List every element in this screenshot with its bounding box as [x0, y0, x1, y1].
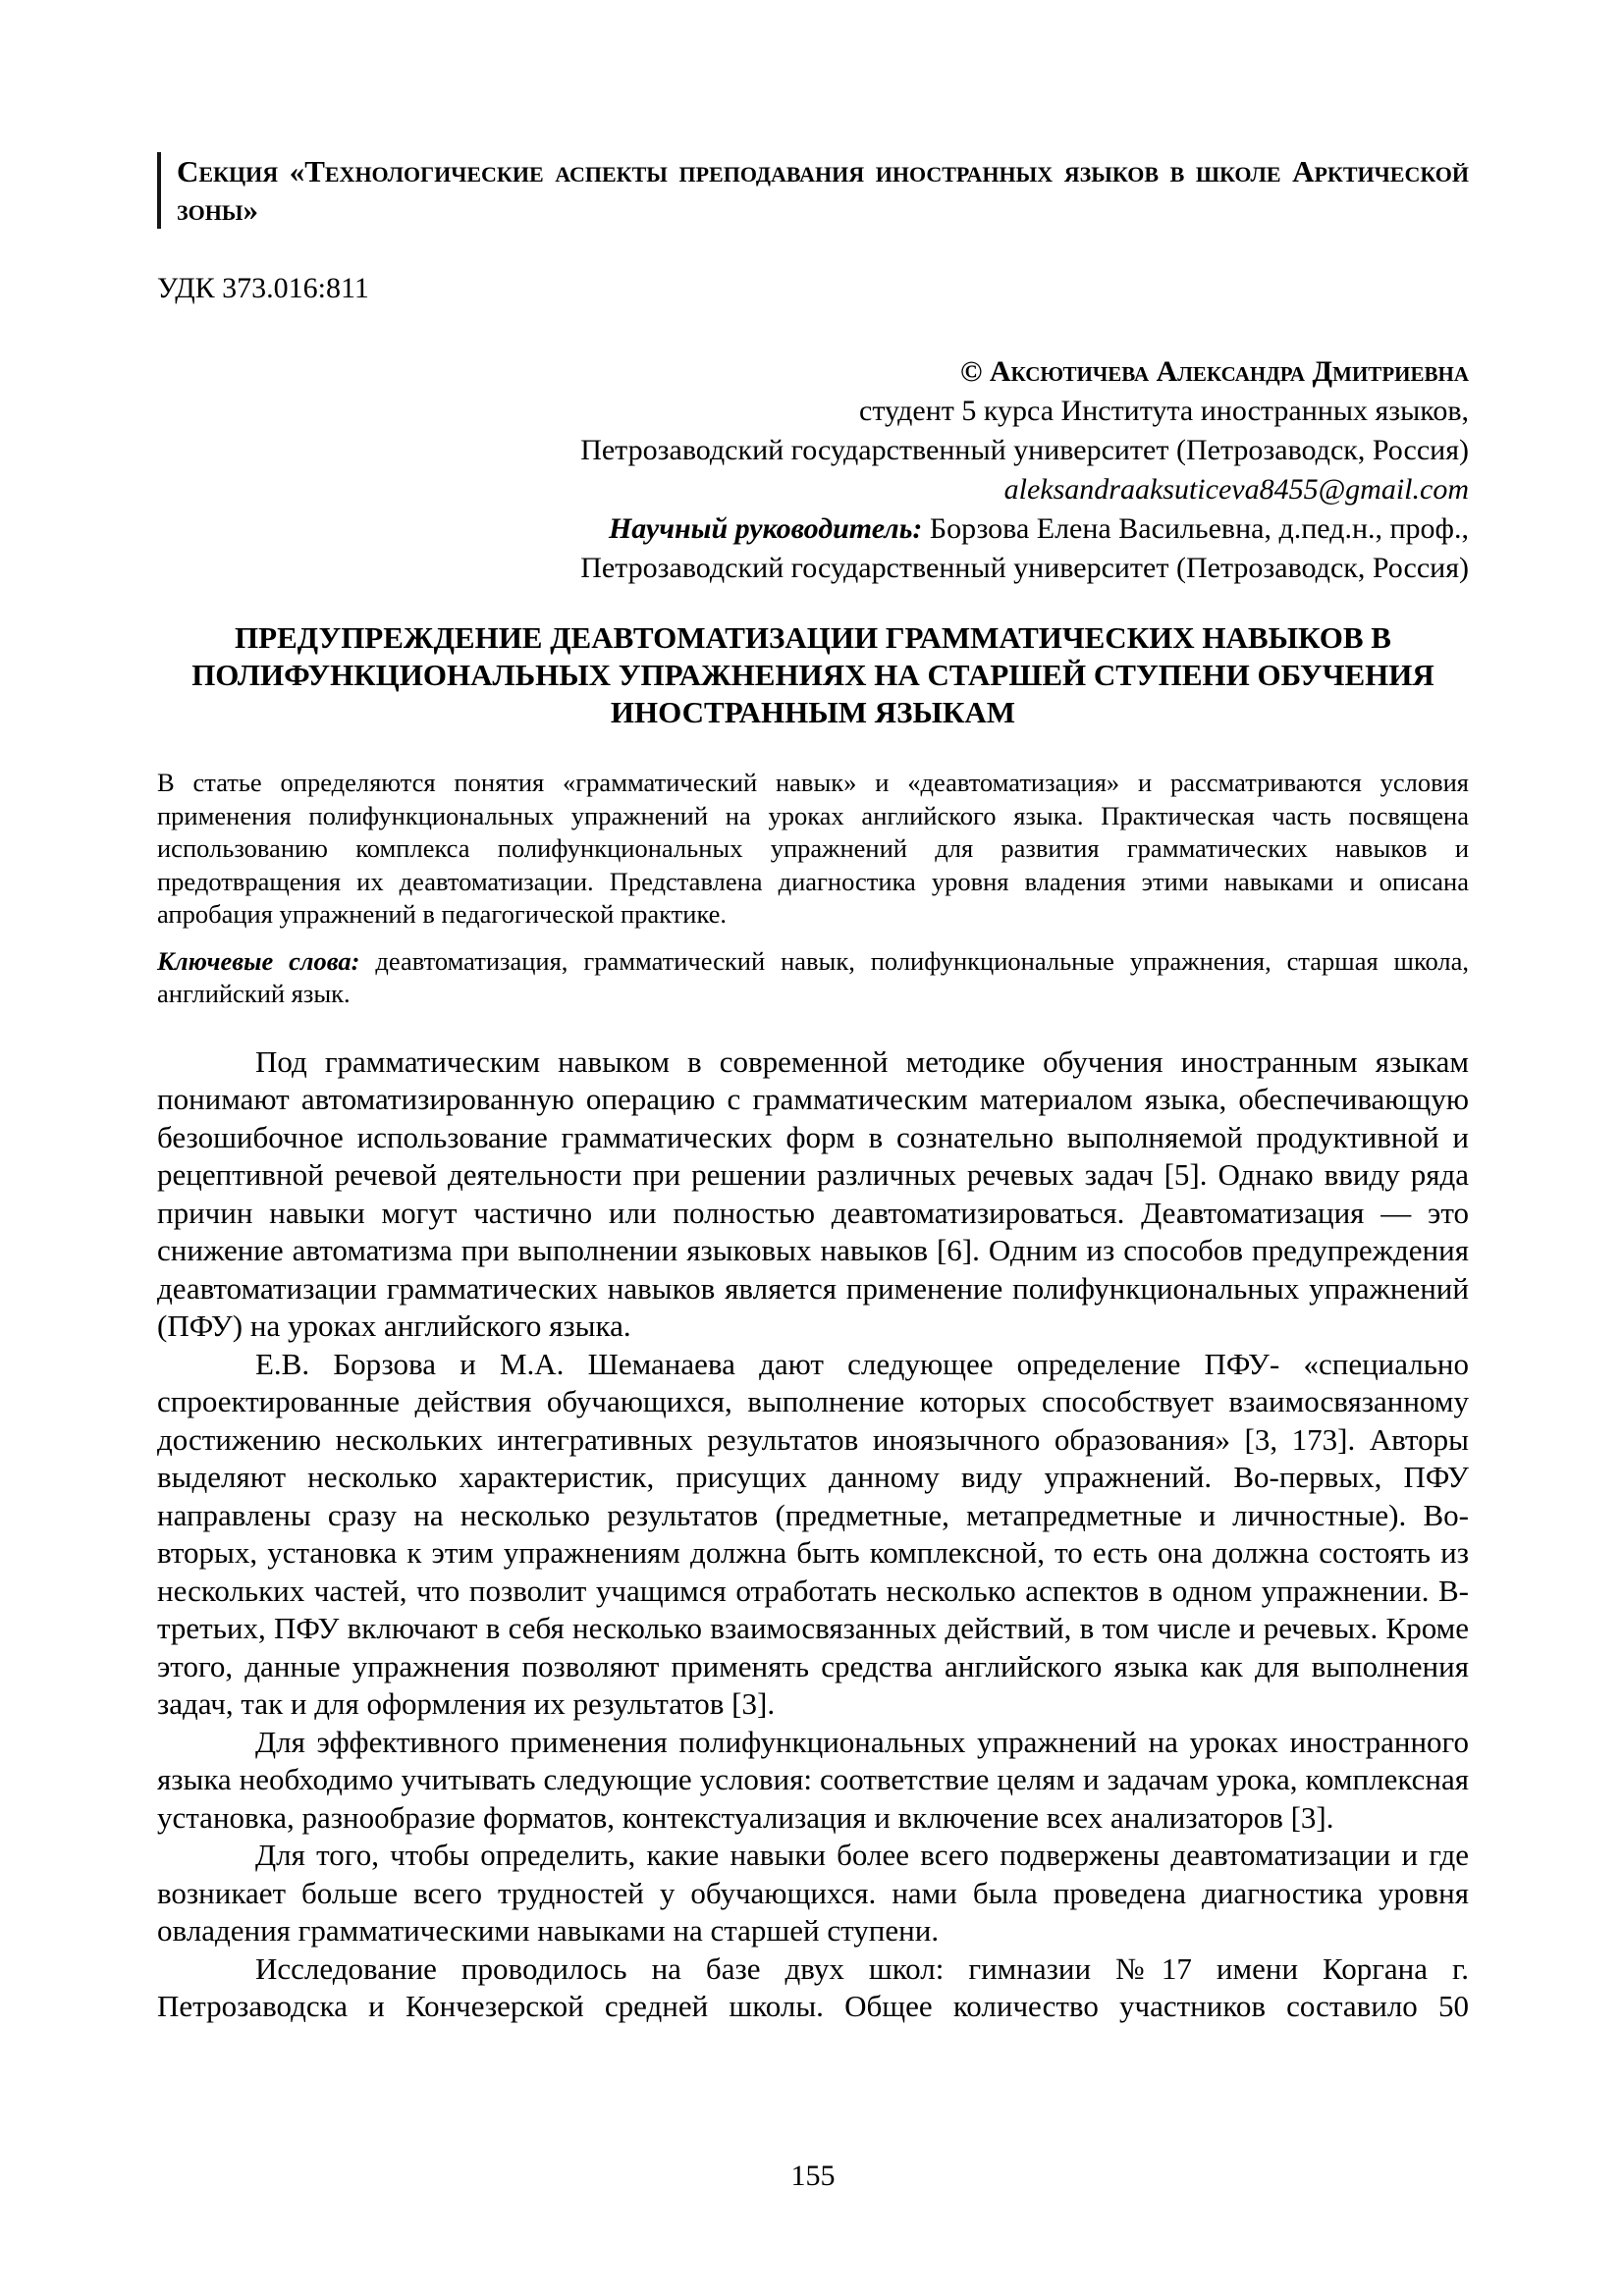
- keywords-text: деавтоматизация, грамматический навык, полифункциональные упражнения, старшая школа, английский язык.: [157, 945, 1470, 1008]
- keywords-label: Ключевые слова:: [157, 945, 360, 976]
- page-number: 155: [790, 2160, 836, 2192]
- author-block: [157, 352, 1469, 588]
- paper-title: ПРЕДУПРЕЖДЕНИЕ ДЕАВТОМАТИЗАЦИИ ГРАММАТИЧЕСКИХ НАВЫКОВ В ПОЛИФУНКЦИОНАЛЬНЫХ УПРАЖНЕНИЯХ НА СТАРШЕЙ СТУПЕНИ ОБУЧЕНИЯ ИНОСТРАННЫМ ЯЗЫКАМ: [191, 620, 1434, 729]
- advisor-line: [157, 509, 1469, 549]
- udc-code: УДК 373.016:811: [157, 272, 369, 304]
- abstract-text: В статье определяются понятия «грамматический навык» и «деавтоматизация» и рассматриваются условия применения полифункциональных упражнений на уроках английского языка. Практическая часть посвящена использованию комплекса полифункциональных упражнений для развития грамматических навыков и предотвращения их деавтоматизации. Представлена диагностика уровня владения этими навыками и описана апробация упражнений в педагогической практике.: [157, 768, 1469, 929]
- author-name: © Аксютичева Александра Дмитриевна: [959, 355, 1469, 388]
- body-paragraph: Под грамматическим навыком в современной методике обучения иностранным языкам понимают автоматизированную операцию с грамматическим материалом языка, обеспечивающую безошибочное использование грамматических форм в сознательно выполняемой продуктивной и рецептивной речевой деятельности при решении различных речевых задач [5]. Однако ввиду ряда причин навыки могут частично или полностью деавтоматизироваться. Деавтоматизация — это снижение автоматизма при выполнении языковых навыков [6]. Одним из способов предупреждения деавтоматизации грамматических навыков является применение полифункциональных упражнений (ПФУ) на уроках английского языка.: [157, 1043, 1469, 1343]
- advisor-label: Научный руководитель:: [608, 512, 923, 545]
- advisor-name: Борзова Елена Васильевна, д.пед.н., проф.,: [929, 512, 1469, 545]
- author-email: aleksandraaksuticeva8455@gmail.com: [1003, 473, 1469, 506]
- advisor-affiliation: Петрозаводский государственный университет (Петрозаводск, Россия): [580, 552, 1469, 584]
- article-body: [157, 1043, 1469, 2026]
- section-header: Секция «Технологические аспекты преподавания иностранных языков в школе Арктической зоны»: [157, 152, 1469, 229]
- body-paragraph: Для того, чтобы определить, какие навыки более всего подвержены деавтоматизации и где возникает больше всего трудностей у обучающихся. нами была проведена диагностика уровня овладения грамматическими навыками на старшей ступени.: [157, 1838, 1469, 1948]
- keywords-line: [157, 945, 1469, 1011]
- author-role: студент 5 курса Института иностранных языков,: [859, 395, 1469, 427]
- body-paragraph: Для эффективного применения полифункциональных упражнений на уроках иностранного языка необходимо учитывать следующие условия: соответствие целям и задачам урока, комплексная установка, разнообразие форматов, контекстуализация и включение всех анализаторов [3].: [157, 1724, 1469, 1835]
- page-content: [157, 0, 1469, 2026]
- author-affiliation: Петрозаводский государственный университет (Петрозаводск, Россия): [580, 434, 1469, 466]
- body-paragraph: Исследование проводилось на базе двух школ: гимназии №17 имени Коргана г. Петрозаводска и Кончезерской средней школы. Общее количество участников составило 50: [157, 1950, 1469, 2023]
- body-paragraph: Е.В. Борзова и М.А. Шеманаева дают следующее определение ПФУ- «специально спроектированные действия обучающихся, выполнение которых способствует взаимосвязанному достижению нескольких интегративных результатов иноязычного образования» [3, 173]. Авторы выделяют несколько характеристик, присущих данному виду упражнений. Во-первых, ПФУ направлены сразу на несколько результатов (предметные, метапредметные и личностные). Во-вторых, установка к этим упражнениям должна быть комплексной, то есть она должна состоять из нескольких частей, что позволит учащимся отработать несколько аспектов в одном упражнении. В-третьих, ПФУ включают в себя несколько взаимосвязанных действий, в том числе и речевых. Кроме этого, данные упражнения позволяют применять средства английского языка как для выполнения задач, так и для оформления их результатов [3].: [157, 1346, 1469, 1721]
